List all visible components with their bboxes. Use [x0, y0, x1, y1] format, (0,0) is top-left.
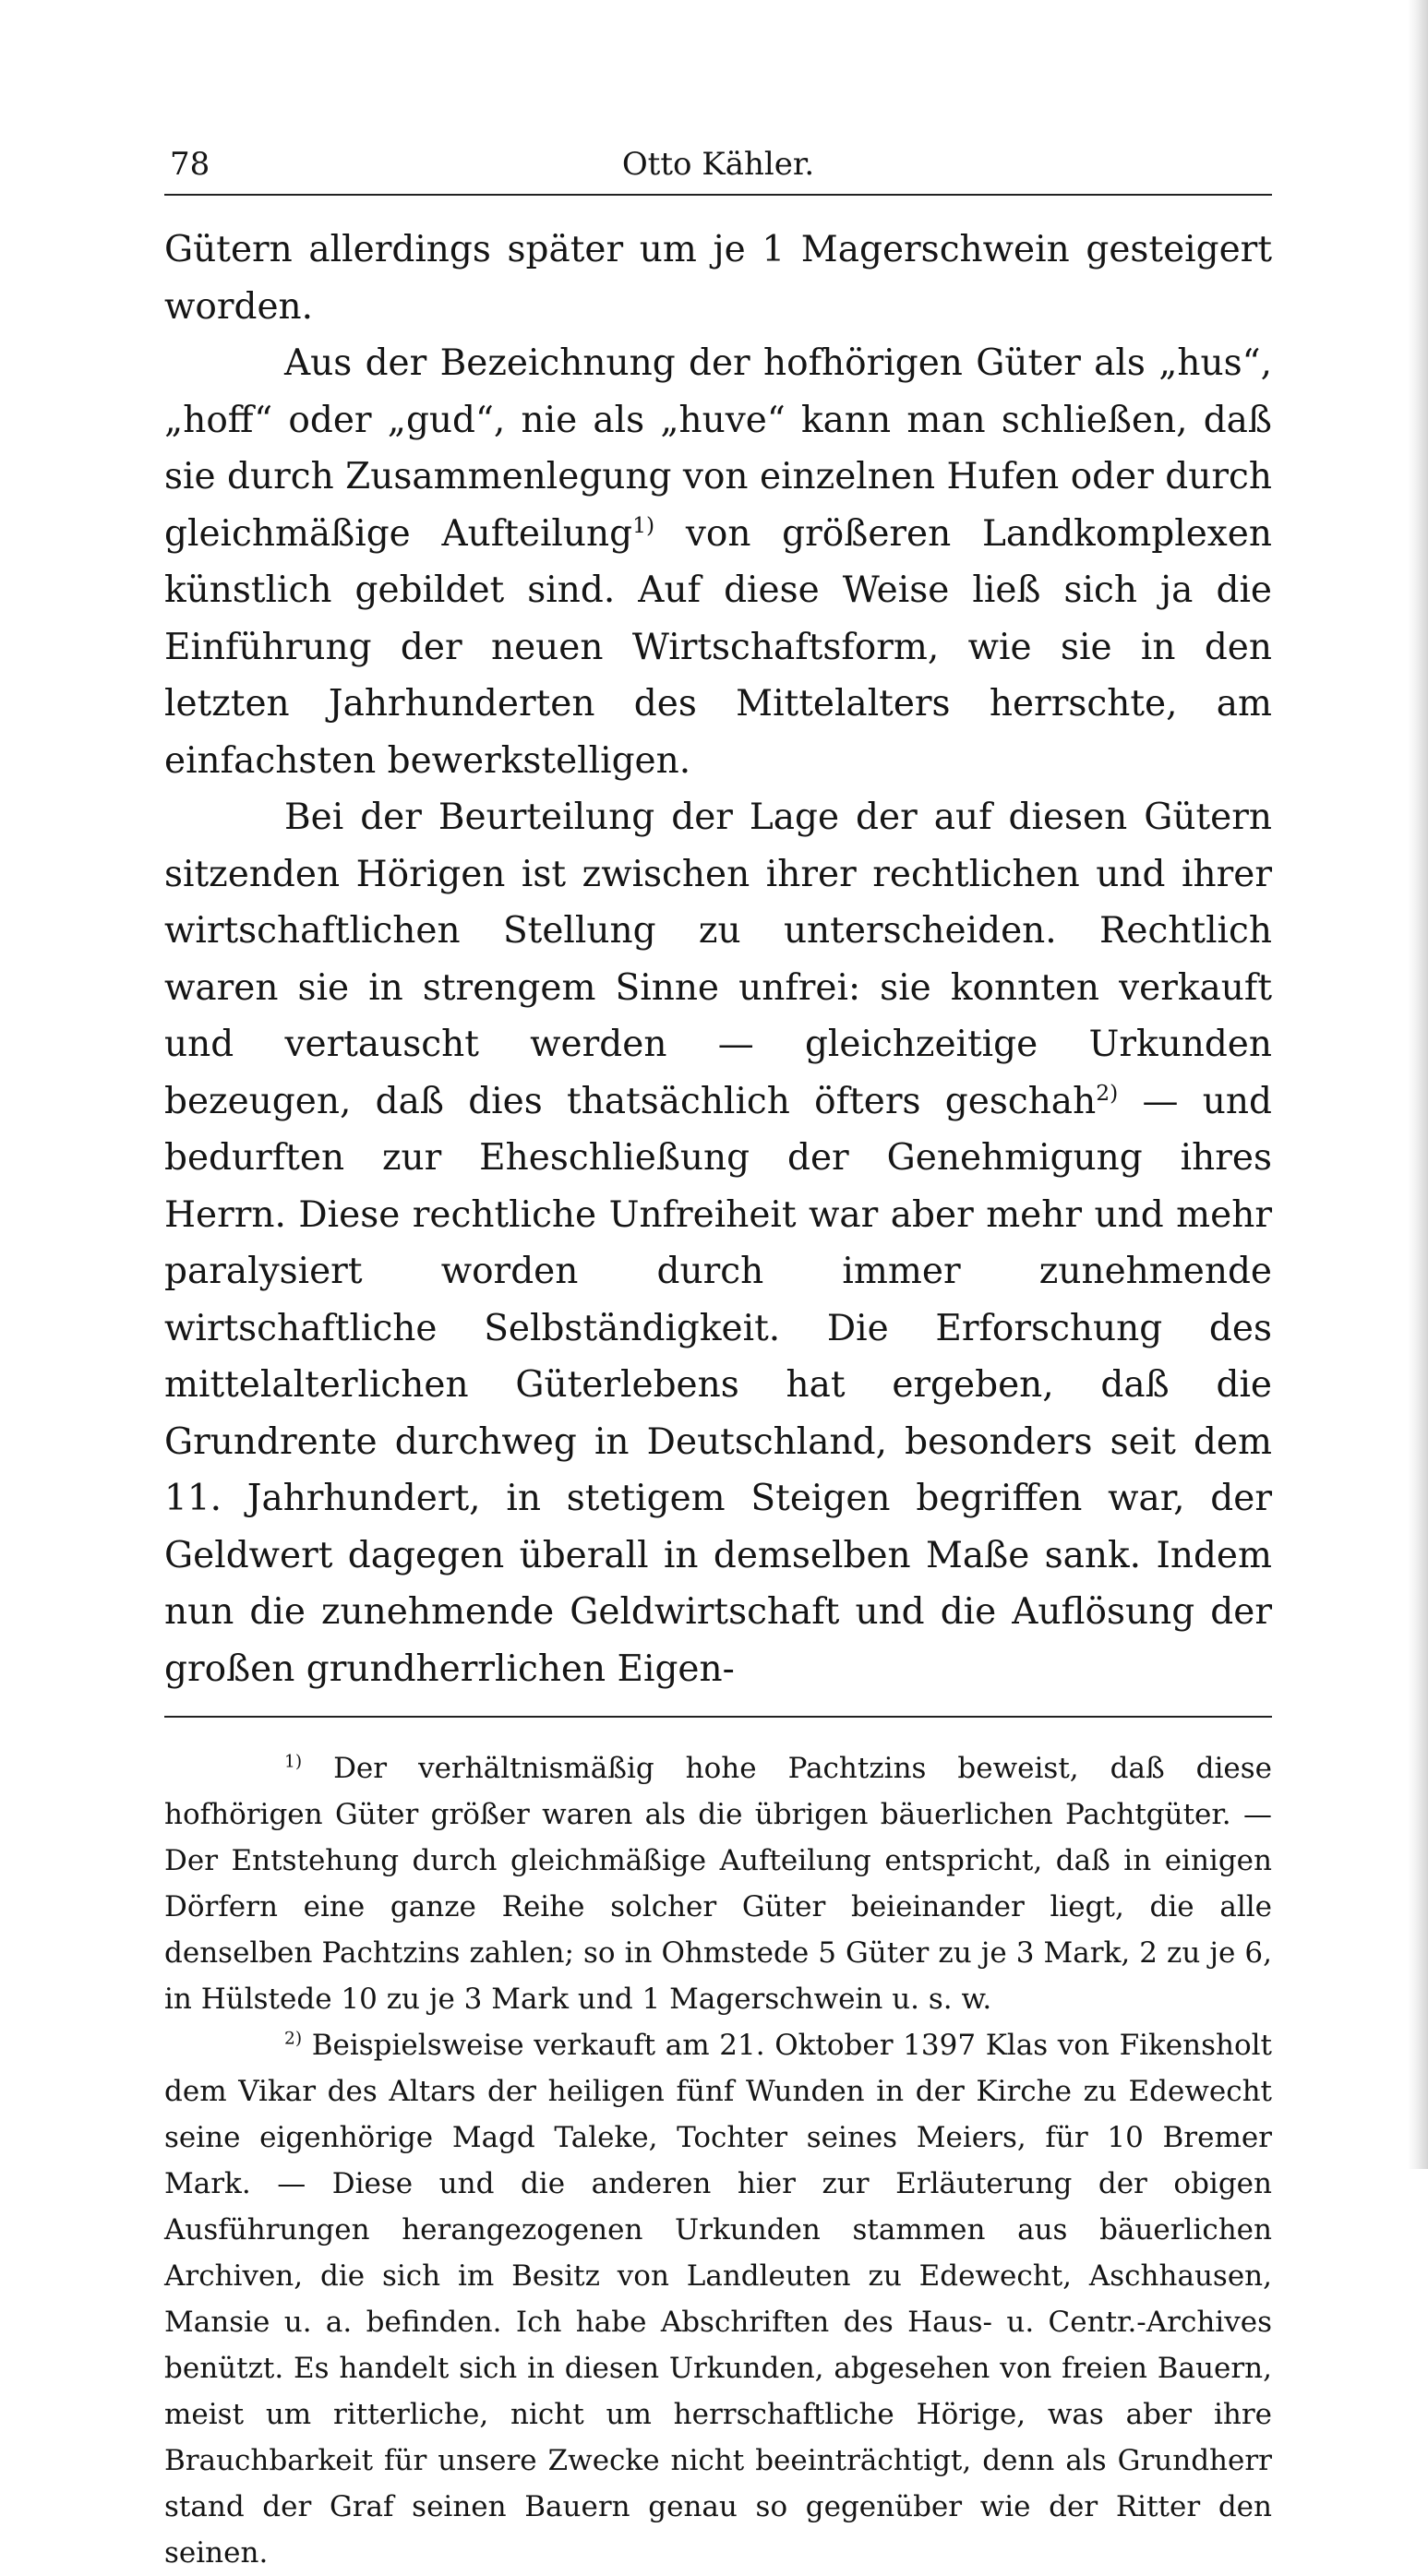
- footnotes: [164, 1745, 1272, 2576]
- footnote-rule: [164, 1716, 1272, 1718]
- page-number: 78: [170, 146, 210, 183]
- paragraph: Bei der Beurteilung der Lage der auf diesen Gütern sitzenden Hörigen ist zwischen ihrer rechtlichen und ihrer wirtschaftlichen Stellung zu unterscheiden. Rechtlich waren sie in strengem Sinne unfrei: sie konnten verkauft und vertauscht werden — gleichzeitige Urkunden bezeugen, daß dies thatsächlich öfters geschah$^{2)}$ — und bedurften zur Eheschließung der Genehmigung ihres Herrn. Diese rechtliche Unfreiheit war aber mehr und mehr paralysiert worden durch immer zunehmende wirtschaftliche Selbständigkeit. Die Erforschung des mittelalterlichen Güterlebens hat ergeben, daß die Grundrente durchweg in Deutschland, besonders seit dem 11. Jahrhundert, in stetigem Steigen begriffen war, der Geldwert dagegen überall in demselben Maße sank. Indem nun die zunehmende Geldwirtschaft und die Auflösung der großen grundherrlichen Eigen-: [164, 797, 1272, 1690]
- footnote: $^{2)}$ Beispielsweise verkauft am 21. Oktober 1397 Klas von Fikensholt dem Vikar des Altars der heiligen fünf Wunden in der Kirche zu Edewecht seine eigenhörige Magd Taleke, Tochter seines Meiers, für 10 Bremer Mark. — Diese und die anderen hier zur Erläuterung der obigen Ausführungen herangezogenen Urkunden stammen aus bäuerlichen Archiven, die sich im Besitz von Landleuten zu Edewecht, Aschhausen, Mansie u. a. befinden. Ich habe Abschriften des Haus- u. Centr.-Archives benützt. Es handelt sich in diesen Urkunden, abgesehen von freien Bauern, meist um ritterliche, nicht um herrschaftliche Hörige, was aber ihre Brauchbarkeit für unsere Zwecke nicht beeinträchtigt, denn als Grundherr stand der Graf seinen Bauern genau so gegenüber wie der Ritter den seinen.: [164, 2029, 1272, 2570]
- main-text: [164, 222, 1272, 1697]
- paragraph: Gütern allerdings später um je 1 Magerschwein gesteigert worden.: [164, 229, 1272, 328]
- running-title: Otto Kähler.: [621, 146, 815, 183]
- footnote-ref: 2): [1096, 1079, 1119, 1106]
- header-rule: [164, 194, 1272, 196]
- running-head: [164, 138, 1272, 188]
- book-page: [164, 138, 1272, 2576]
- footnote: $^{1)}$ Der verhältnismäßig hohe Pachtzins beweist, daß diese hofhörigen Güter größer waren als die übrigen bäuerlichen Pachtgüter. — Der Entstehung durch gleichmäßige Aufteilung entspricht, daß in einigen Dörfern eine ganze Reihe solcher Güter beieinander liegt, die alle denselben Pachtzins zahlen; so in Ohmstede 5 Güter zu je 3 Mark, 2 zu je 6, in Hülstede 10 zu je 3 Mark und 1 Magerschwein u. s. w.: [164, 1752, 1272, 2016]
- footnote-mark: 2): [284, 2029, 303, 2049]
- paragraph: Aus der Bezeichnung der hofhörigen Güter als „hus“, „hoff“ oder „gud“, nie als „huve“ kann man schließen, daß sie durch Zusammenlegung von einzelnen Hufen oder durch gleichmäßige Aufteilung$^{1)}$ von größeren Landkomplexen künstlich gebildet sind. Auf diese Weise ließ sich ja die Einführung der neuen Wirtschaftsform, wie sie in den letzten Jahrhunderten des Mittelalters herrschte, am einfachsten bewerkstelligen.: [164, 342, 1272, 782]
- scan-edge-shadow: [1408, 0, 1428, 2169]
- footnote-ref: 1): [632, 511, 655, 538]
- footnote-mark: 1): [284, 1752, 303, 1772]
